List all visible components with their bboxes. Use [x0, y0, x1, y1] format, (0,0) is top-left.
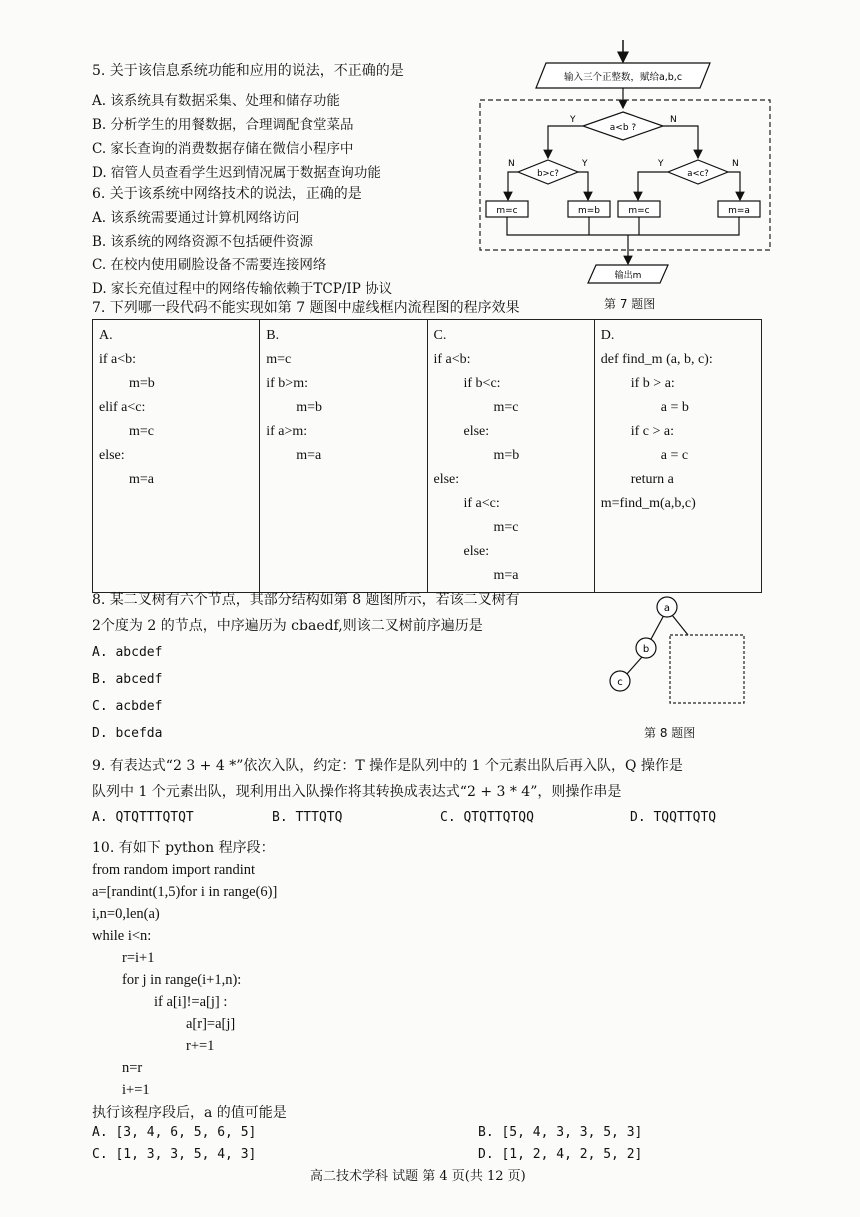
- q7-b-label: B.: [266, 328, 280, 343]
- q5-option-b: B. 分析学生的用餐数据，合理调配食堂菜品: [92, 117, 354, 133]
- code-line: while i<n:: [92, 928, 152, 944]
- code-line: a = b: [660, 400, 689, 415]
- q5-option-d: D. 宿管人员查看学生迟到情况属于数据查询功能: [92, 165, 381, 181]
- tree-node-b-label: b: [642, 644, 650, 655]
- q9-option-b: B. TTTQTQ: [272, 810, 343, 825]
- page-footer: 高二技术学科 试题 第 4 页(共 12 页): [310, 1169, 526, 1184]
- code-line: if a[i]!=a[j] :: [154, 994, 228, 1010]
- q6-option-b: B. 该系统的网络资源不包括硬件资源: [92, 234, 314, 250]
- code-line: for j in range(i+1,n):: [122, 972, 242, 988]
- q6-option-d: D. 家长充值过程中的网络传输依赖于TCP/IP 协议: [92, 281, 393, 297]
- label-y-main: Y: [570, 115, 576, 125]
- q10-stem: 10. 有如下 python 程序段：: [92, 840, 275, 856]
- code-line: m=c: [493, 400, 519, 415]
- q8-stem-line1: 8. 某二叉树有六个节点，其部分结构如第 8 题图所示，若该二叉树有: [92, 592, 520, 608]
- q9-stem-line2: 队列中 1 个元素出队，现利用出入队操作将其转换成表达式“2 + 3 * 4”，则操作串是: [92, 784, 622, 800]
- q6-option-c: C. 在校内使用刷脸设备不需要连接网络: [92, 257, 327, 273]
- q8-option-c: C. acbdef: [92, 699, 163, 714]
- code-line: else:: [99, 448, 125, 463]
- q10-option-c: C. [1, 3, 3, 5, 4, 3]: [92, 1147, 257, 1162]
- code-line: m=c: [129, 424, 154, 439]
- decision-left-label: b>c?: [537, 169, 559, 179]
- input-label: 输入三个正整数，赋给a,b,c: [563, 72, 683, 83]
- q9-option-c: C. QTQTTQTQQ: [440, 810, 534, 825]
- q7-cell-b: [260, 320, 427, 593]
- label-n-left: N: [508, 159, 515, 169]
- code-line: if a<c:: [463, 496, 500, 511]
- label-y-left: Y: [582, 159, 588, 169]
- code-line: if b > a:: [630, 376, 675, 391]
- q9-stem-line1: 9. 有表达式“2 3 + 4 *”依次入队，约定：T 操作是队列中的 1 个元素出队后再入队，Q 操作是: [92, 758, 683, 774]
- box-m-c-1-label: m=c: [496, 206, 518, 216]
- q7-stem: 7. 下列哪一段代码不能实现如第 7 题图中虚线框内流程图的程序效果: [92, 300, 520, 316]
- code-line: if a>m:: [266, 424, 308, 439]
- box-m-b-label: m=b: [577, 206, 601, 216]
- q9-option-a: A. QTQTTTQTQT: [92, 810, 194, 825]
- code-line: m=b: [296, 400, 323, 415]
- code-line: i,n=0,len(a): [92, 906, 160, 922]
- q5-option-c: C. 家长查询的消费数据存储在微信小程序中: [92, 141, 354, 157]
- output-label: 输出m: [614, 271, 642, 281]
- code-line: if b>m:: [266, 376, 308, 391]
- q10-option-d: D. [1, 2, 4, 2, 5, 2]: [478, 1147, 643, 1162]
- figure-7-caption: 第 7 题图: [604, 297, 656, 311]
- code-line: r+=1: [186, 1038, 215, 1054]
- q7-cell-c: [427, 320, 594, 593]
- code-line: elif a<c:: [99, 400, 146, 415]
- code-line: n=r: [122, 1060, 143, 1076]
- code-line: m=c: [493, 520, 519, 535]
- code-line: m=b: [493, 448, 520, 463]
- label-y-right: Y: [658, 159, 664, 169]
- code-line: if b<c:: [463, 376, 501, 391]
- q10-option-a: A. [3, 4, 6, 5, 6, 5]: [92, 1125, 257, 1140]
- q10-option-b: B. [5, 4, 3, 3, 5, 3]: [478, 1125, 643, 1140]
- box-m-c-2-label: m=c: [628, 206, 650, 216]
- q6-option-a: A. 该系统需要通过计算机网络访问: [92, 210, 300, 226]
- code-line: m=c: [266, 352, 292, 367]
- code-line: m=b: [129, 376, 155, 391]
- q8-option-d: D. bcefda: [92, 726, 163, 741]
- code-line: if a<b:: [99, 352, 137, 367]
- q7-cell-d: [594, 320, 761, 593]
- q7-code-table: [92, 319, 762, 593]
- code-line: def find_m (a, b, c):: [600, 352, 713, 367]
- code-line: a=[randint(1,5)for i in range(6)]: [92, 884, 278, 900]
- code-line: m=a: [493, 568, 519, 583]
- q8-stem-line2: 2个度为 2 的节点，中序遍历为 cbaedf,则该二叉树前序遍历是: [92, 618, 483, 634]
- q7-a-label: A.: [99, 328, 113, 343]
- code-line: m=a: [129, 472, 154, 487]
- code-line: a = c: [660, 448, 689, 463]
- tree-node-a-label: a: [663, 603, 671, 614]
- q7-cell-a: [93, 320, 260, 593]
- code-line: if a<b:: [433, 352, 471, 367]
- code-line: a[r]=a[j]: [186, 1016, 236, 1032]
- code-line: m=find_m(a,b,c): [600, 496, 696, 511]
- q9-option-d: D. TQQTTQTQ: [630, 810, 717, 825]
- label-n-main: N: [670, 115, 677, 125]
- q8-option-b: B. abcedf: [92, 672, 163, 687]
- q6-stem: 6. 关于该系统中网络技术的说法，正确的是: [92, 186, 362, 202]
- code-line: return a: [630, 472, 674, 487]
- flowchart-figure-7: [478, 38, 778, 288]
- tree-unknown-subtree: [670, 635, 744, 703]
- box-m-a-label: m=a: [728, 206, 750, 216]
- q8-option-a: A. abcdef: [92, 645, 163, 660]
- code-line: m=a: [296, 448, 322, 463]
- q5-option-a: A. 该系统具有数据采集、处理和储存功能: [92, 93, 340, 109]
- binary-tree-figure-8: [600, 593, 760, 713]
- code-line: r=i+1: [122, 950, 155, 966]
- code-line: else:: [463, 424, 490, 439]
- label-n-right: N: [732, 159, 739, 169]
- code-line: else:: [433, 472, 460, 487]
- q10-after-text: 执行该程序段后，a 的值可能是: [92, 1105, 287, 1121]
- decision-main-label: a<b ?: [609, 123, 637, 133]
- q7-d-label: D.: [600, 328, 615, 343]
- code-line: from random import randint: [92, 862, 256, 878]
- code-line: if c > a:: [630, 424, 675, 439]
- q5-stem: 5. 关于该信息系统功能和应用的说法，不正确的是: [92, 63, 404, 79]
- code-line: i+=1: [122, 1082, 150, 1098]
- tree-node-c-label: c: [617, 677, 623, 688]
- decision-right-label: a<c?: [687, 169, 709, 179]
- code-line: else:: [463, 544, 490, 559]
- figure-8-caption: 第 8 题图: [644, 726, 696, 740]
- q7-c-label: C.: [433, 328, 447, 343]
